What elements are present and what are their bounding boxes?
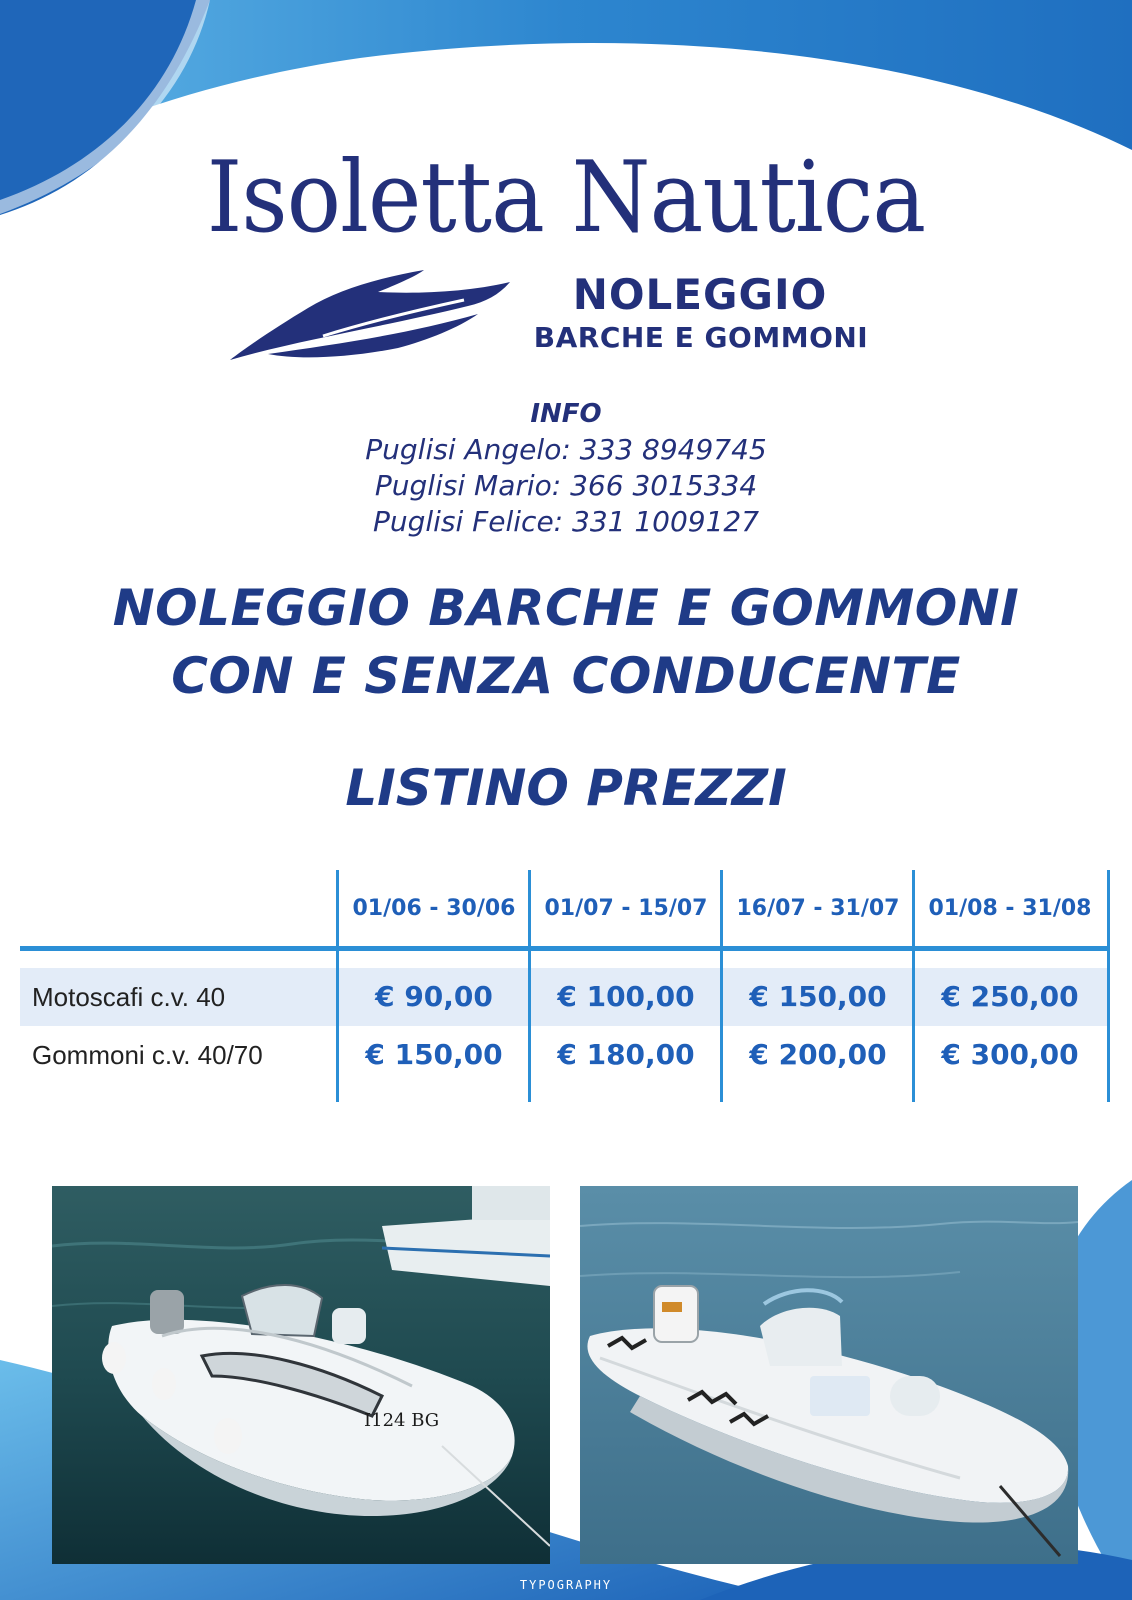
boat-registration: I124 BG — [364, 1410, 440, 1431]
period-header: 16/07 - 31/07 — [736, 896, 900, 921]
service-headline — [0, 574, 1132, 710]
headline-line-2: CON E SENZA CONDUCENTE — [171, 647, 961, 705]
period-header: 01/08 - 31/08 — [928, 896, 1092, 921]
header-rule — [20, 946, 1110, 951]
price-cell: € 150,00 — [365, 1038, 503, 1071]
brand-title: Isoletta Nautica — [206, 141, 926, 255]
row-label-gommoni: Gommoni c.v. 40/70 — [32, 1040, 263, 1070]
column-divider — [1107, 870, 1110, 1102]
row-label-motoscafi: Motoscafi c.v. 40 — [32, 982, 226, 1012]
brand-tagline: NOLEGGIO — [572, 270, 828, 319]
contact-line: Puglisi Felice: 331 1009127 — [372, 505, 760, 538]
period-header: 01/07 - 15/07 — [544, 896, 708, 921]
price-cell: € 90,00 — [375, 980, 493, 1013]
price-cell: € 100,00 — [557, 980, 695, 1013]
footer-credit: TYPOGRAPHY — [519, 1578, 613, 1592]
brand-subtagline: BARCHE E GOMMONI — [533, 321, 869, 354]
contact-line: Puglisi Mario: 366 3015334 — [374, 469, 758, 502]
contact-line: Puglisi Angelo: 333 8949745 — [365, 433, 767, 466]
price-cell: € 200,00 — [749, 1038, 887, 1071]
info-title: INFO — [530, 399, 602, 429]
headline-line-1: NOLEGGIO BARCHE E GOMMONI — [112, 579, 1020, 637]
price-table — [20, 870, 1112, 1102]
boat-logo-icon — [228, 270, 518, 366]
price-list-title: LISTINO PREZZI — [345, 759, 787, 817]
period-header: 01/06 - 30/06 — [352, 896, 516, 921]
info-section — [0, 396, 1132, 540]
price-cell: € 250,00 — [941, 980, 1079, 1013]
price-cell: € 300,00 — [941, 1038, 1079, 1071]
price-cell: € 150,00 — [749, 980, 887, 1013]
price-cell: € 180,00 — [557, 1038, 695, 1071]
dinghy-photo — [580, 1186, 1078, 1564]
motorboat-photo — [52, 1186, 550, 1564]
